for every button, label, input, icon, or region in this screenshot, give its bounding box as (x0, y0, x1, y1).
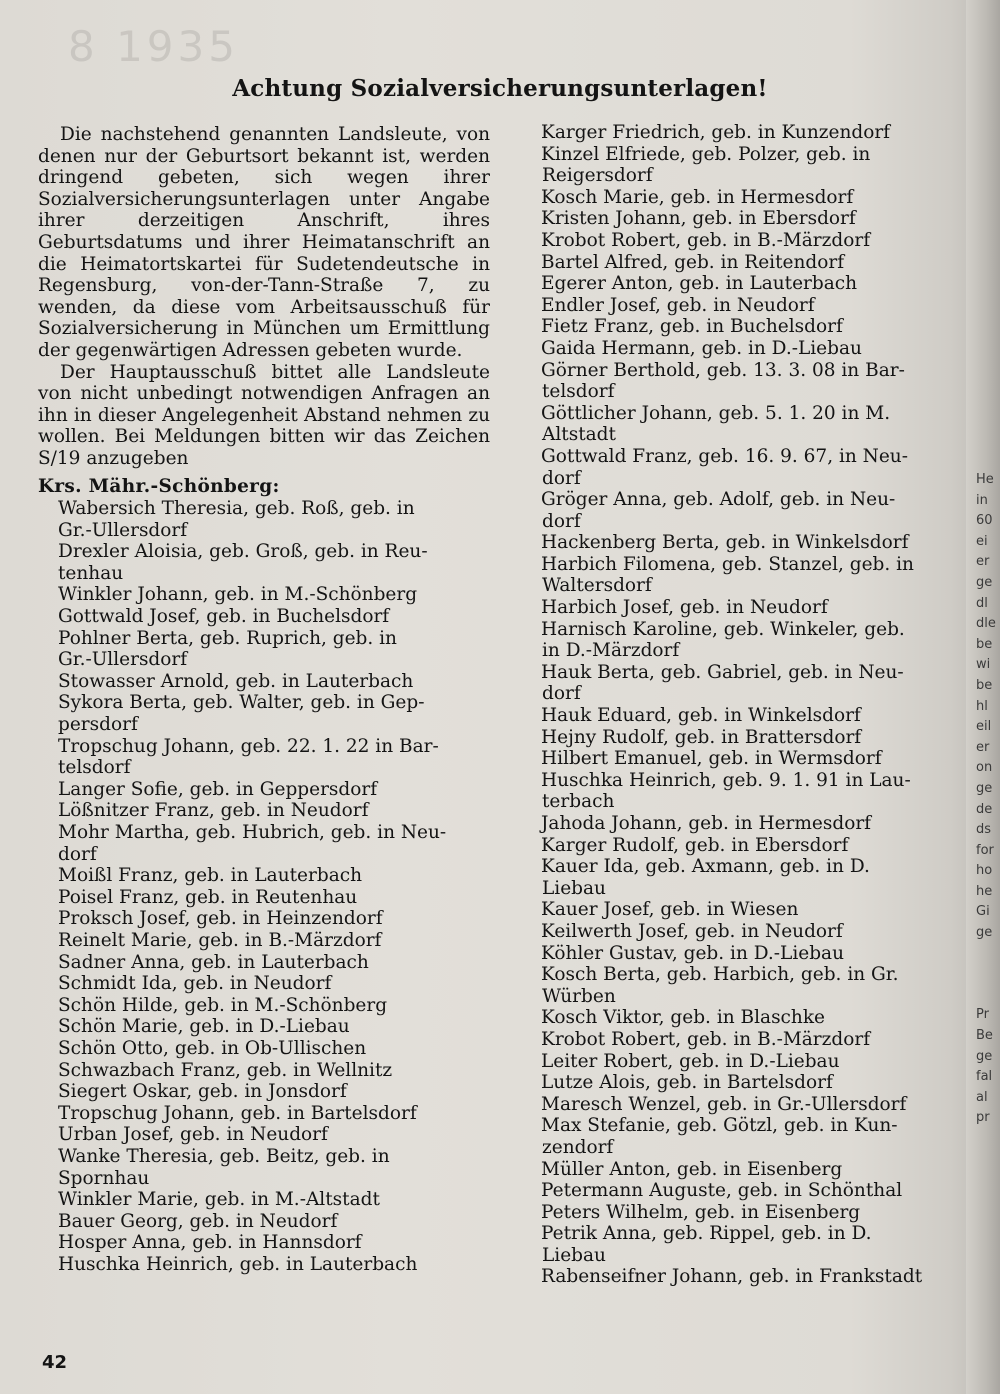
entry-continuation: terbach (542, 791, 615, 813)
entry-line: Bauer Georg, geb. in Neudorf (58, 1210, 338, 1232)
intro-paragraph-1: Die nachstehend genannten Landsleute, von denen nur der Geburtsort bekannt ist, werden dringend gebeten, sich wegen ihrer Sozialversicherungsunterlagen unter Angabe ihrer derzeitigen Anschrift, ihres Geburtsdatums und ihrer Heimatanschrift an die Heimatortskartei für Sudetendeutsche in Regensburg, von-der-Tann-Straße 7, zu wenden, da diese vom Arbeitsausschuß für Sozialversicherung in München um Ermittlung der gegenwärtigen Adressen gebeten wurde. (38, 124, 490, 361)
entry-line: Kosch Viktor, geb. in Blaschke (541, 1007, 825, 1029)
entry-continuation: Waltersdorf (542, 575, 652, 597)
edge-fragment: pr (976, 1110, 990, 1126)
list-item (543, 921, 963, 943)
entry-line: Endler Josef, geb. in Neudorf (541, 294, 815, 316)
edge-fragment: ge (976, 925, 993, 941)
edge-fragment: be (976, 636, 993, 652)
edge-fragment: ei (976, 533, 988, 549)
list-item (38, 736, 490, 779)
entry-line: Lutze Alois, geb. in Bartelsdorf (541, 1072, 833, 1094)
edge-fragment: He (976, 472, 994, 487)
list-item (38, 865, 490, 887)
entry-continuation: persdorf (58, 714, 138, 736)
edge-fragment: hl (976, 698, 988, 714)
list-item (38, 1016, 490, 1038)
entry-continuation: Würben (542, 985, 616, 1007)
entry-line: Karger Rudolf, geb. in Ebersdorf (541, 834, 849, 856)
entry-line: Wabersich Theresia, geb. Roß, geb. in (58, 498, 415, 520)
entry-line: Görner Berthold, geb. 13. 3. 08 in Bar- (541, 359, 905, 381)
right-entry-list (543, 122, 963, 1288)
edge-fragment: Be (976, 1028, 993, 1044)
entry-line: Sadner Anna, geb. in Lauterbach (58, 951, 369, 973)
entry-line: Leiter Robert, geb. in D.-Liebau (541, 1050, 840, 1072)
entry-line: Wanke Theresia, geb. Beitz, geb. in (58, 1145, 390, 1167)
list-item (543, 1007, 963, 1029)
edge-fragment: fal (976, 1069, 993, 1085)
entry-line: Maresch Wenzel, geb. in Gr.-Ullersdorf (541, 1093, 907, 1115)
edge-fragment (976, 985, 998, 1006)
entry-line: Hosper Anna, geb. in Hannsdorf (58, 1232, 362, 1254)
edge-fragment: eil (976, 719, 992, 735)
entry-line: Hejny Rudolf, geb. in Brattersdorf (541, 726, 862, 748)
list-item (543, 835, 963, 857)
entry-line: Tropschug Johann, geb. in Bartelsdorf (58, 1102, 417, 1124)
entry-line: Harnisch Karoline, geb. Winkeler, geb. (541, 618, 905, 640)
entry-continuation: dorf (542, 467, 581, 489)
list-item (38, 1211, 490, 1233)
list-item (543, 597, 963, 619)
entry-continuation: telsdorf (58, 757, 131, 779)
entry-continuation: Gr.-Ullersdorf (58, 519, 188, 541)
list-item (543, 295, 963, 317)
intro-paragraph-2: Der Hauptausschuß bittet alle Landsleute von nicht unbedingt notwendigen Anfragen an ihn in dieser Angelegenheit Abstand nehmen zu wollen. Bei Meldungen bitten wir das Zeichen S/19 anzugeben (38, 361, 490, 469)
list-item (543, 446, 963, 489)
entry-line: Krobot Robert, geb. in B.-Märzdorf (541, 1028, 871, 1050)
list-item (543, 1180, 963, 1202)
list-item (38, 779, 490, 801)
list-item (543, 1029, 963, 1051)
edge-fragment: be (976, 677, 993, 693)
list-item (543, 943, 963, 965)
list-item (543, 662, 963, 705)
entry-continuation: Spornhau (58, 1167, 150, 1189)
list-item (543, 403, 963, 446)
entry-line: Karger Friedrich, geb. in Kunzendorf (541, 122, 891, 143)
entry-line: Göttlicher Johann, geb. 5. 1. 20 in M. (541, 402, 891, 424)
list-item (543, 1266, 963, 1288)
list-item (543, 619, 963, 662)
entry-line: Schön Hilde, geb. in M.-Schönberg (58, 994, 388, 1016)
list-item (38, 541, 490, 584)
list-item (543, 1223, 963, 1266)
entry-line: Drexler Aloisia, geb. Groß, geb. in Reu- (58, 541, 428, 563)
entry-line: Mohr Martha, geb. Hubrich, geb. in Neu- (58, 822, 447, 843)
list-item (38, 952, 490, 974)
page-number: 42 (42, 1352, 68, 1373)
list-item (543, 144, 963, 187)
entry-continuation: dorf (58, 843, 97, 865)
left-entry-list (38, 498, 490, 1275)
entry-line: Gottwald Josef, geb. in Buchelsdorf (58, 606, 390, 628)
entry-line: Langer Sofie, geb. in Geppersdorf (58, 778, 378, 800)
list-item (543, 727, 963, 749)
entry-line: Peters Wilhelm, geb. in Eisenberg (541, 1201, 861, 1223)
list-item (543, 316, 963, 338)
entry-line: Harbich Filomena, geb. Stanzel, geb. in (541, 553, 914, 575)
list-item (543, 899, 963, 921)
edge-fragment: on (976, 760, 993, 776)
list-item (38, 887, 490, 909)
list-item (38, 995, 490, 1017)
list-item (38, 1038, 490, 1060)
entry-continuation: Liebau (542, 1244, 606, 1266)
list-item (38, 1254, 490, 1276)
edge-fragment: dl (976, 595, 988, 611)
edge-fragment: for (976, 842, 994, 858)
entry-continuation: Altstadt (542, 424, 616, 446)
edge-fragment: wi (976, 657, 991, 673)
entry-continuation: dorf (542, 510, 581, 532)
list-item (38, 606, 490, 628)
list-item (543, 1115, 963, 1158)
edge-fragment: de (976, 801, 993, 817)
adjacent-page-fragments (976, 470, 998, 1129)
list-item (38, 1060, 490, 1082)
entry-continuation: Gr.-Ullersdorf (58, 649, 188, 671)
entry-line: Winkler Marie, geb. in M.-Altstadt (58, 1189, 380, 1211)
entry-line: Kosch Berta, geb. Harbich, geb. in Gr. (541, 964, 899, 986)
entry-line: Tropschug Johann, geb. 22. 1. 22 in Bar- (58, 735, 439, 757)
list-item (543, 1159, 963, 1181)
edge-fragment: Pr (976, 1007, 989, 1023)
entry-line: Poisel Franz, geb. in Reutenhau (58, 886, 358, 908)
entry-line: Kosch Marie, geb. in Hermesdorf (541, 186, 854, 208)
list-item (38, 973, 490, 995)
entry-continuation: tenhau (58, 562, 124, 584)
list-item (543, 1202, 963, 1224)
entry-line: Gottwald Franz, geb. 16. 9. 67, in Neu- (541, 445, 908, 467)
entry-line: Winkler Johann, geb. in M.-Schönberg (58, 584, 418, 606)
entry-continuation: Reigersdorf (542, 165, 653, 187)
entry-line: Kauer Ida, geb. Axmann, geb. in D. (541, 856, 870, 878)
edge-fragment: ho (976, 863, 993, 879)
edge-fragment: ds (976, 822, 992, 838)
edge-fragment: he (976, 883, 993, 899)
entry-line: Lößnitzer Franz, geb. in Neudorf (58, 800, 369, 822)
right-column (543, 122, 963, 1288)
list-item (543, 230, 963, 252)
edge-fragment: ge (976, 574, 993, 590)
edge-fragment: er (976, 739, 990, 755)
entry-line: Köhler Gustav, geb. in D.-Liebau (541, 942, 844, 964)
entry-line: Egerer Anton, geb. in Lauterbach (541, 273, 858, 295)
list-item (38, 628, 490, 671)
list-item (543, 360, 963, 403)
entry-line: Sykora Berta, geb. Walter, geb. in Gep- (58, 692, 425, 714)
entry-line: Petrik Anna, geb. Rippel, geb. in D. (541, 1223, 872, 1245)
list-item (38, 1103, 490, 1125)
list-item (543, 1051, 963, 1073)
entry-line: Moißl Franz, geb. in Lauterbach (58, 865, 362, 887)
entry-line: Krobot Robert, geb. in B.-Märzdorf (541, 229, 871, 251)
entry-line: Max Stefanie, geb. Götzl, geb. in Kun- (541, 1115, 898, 1137)
list-item (543, 489, 963, 532)
entry-line: Gröger Anna, geb. Adolf, geb. in Neu- (541, 489, 896, 511)
list-item (543, 532, 963, 554)
entry-continuation: in D.-Märzdorf (542, 640, 680, 662)
list-item (38, 1081, 490, 1103)
entry-line: Harbich Josef, geb. in Neudorf (541, 597, 828, 619)
list-item (38, 1124, 490, 1146)
entry-line: Hilbert Emanuel, geb. in Wermsdorf (541, 748, 882, 770)
list-item (543, 273, 963, 295)
bleed-through-text: 8 1935 (68, 22, 239, 71)
section-heading: Krs. Mähr.-Schönberg: (38, 475, 280, 497)
edge-fragment: ge (976, 1048, 993, 1064)
list-item (543, 748, 963, 770)
entry-line: Bartel Alfred, geb. in Reitendorf (541, 251, 845, 273)
list-item (38, 584, 490, 606)
edge-fragment: al (976, 1089, 988, 1105)
entry-line: Müller Anton, geb. in Eisenberg (541, 1158, 843, 1180)
list-item (543, 813, 963, 835)
list-item (543, 187, 963, 209)
entry-line: Jahoda Johann, geb. in Hermesdorf (541, 813, 872, 834)
list-item (38, 671, 490, 693)
entry-line: Huschka Heinrich, geb. in Lauterbach (58, 1253, 418, 1275)
edge-fragment: dle (976, 616, 996, 632)
edge-fragment (976, 964, 998, 985)
entry-line: Kinzel Elfriede, geb. Polzer, geb. in (541, 143, 871, 165)
edge-fragment: 60 (976, 513, 993, 529)
entry-line: Rabenseifner Johann, geb. in Frankstadt (541, 1266, 923, 1288)
entry-line: Petermann Auguste, geb. in Schönthal (541, 1180, 903, 1202)
entry-line: Schön Otto, geb. in Ob-Ullischen (58, 1037, 367, 1059)
entry-line: Huschka Heinrich, geb. 9. 1. 91 in Lau- (541, 769, 911, 791)
entry-line: Keilwerth Josef, geb. in Neudorf (541, 920, 843, 942)
entry-line: Fietz Franz, geb. in Buchelsdorf (541, 316, 843, 338)
list-item (38, 498, 490, 541)
entry-continuation: Liebau (542, 877, 606, 899)
list-item (38, 692, 490, 735)
entry-line: Hackenberg Berta, geb. in Winkelsdorf (541, 532, 909, 554)
list-item (38, 908, 490, 930)
entry-line: Schmidt Ida, geb. in Neudorf (58, 973, 332, 995)
list-item (543, 338, 963, 360)
edge-fragment: in (976, 492, 988, 508)
entry-line: Hauk Eduard, geb. in Winkelsdorf (541, 705, 861, 727)
list-item (543, 856, 963, 899)
page-title: Achtung Sozialversicherungsunterlagen! (232, 75, 768, 102)
list-item (543, 208, 963, 230)
list-item (38, 1232, 490, 1254)
list-item (543, 252, 963, 274)
list-item (543, 964, 963, 1007)
entry-continuation: telsdorf (542, 381, 615, 403)
entry-line: Siegert Oskar, geb. in Jonsdorf (58, 1081, 347, 1103)
intro-text (38, 124, 490, 470)
entry-line: Hauk Berta, geb. Gabriel, geb. in Neu- (541, 661, 904, 683)
entry-line: Schön Marie, geb. in D.-Liebau (58, 1016, 350, 1038)
list-item (543, 122, 963, 144)
list-item (543, 705, 963, 727)
edge-fragment: Gi (976, 904, 990, 920)
list-item (38, 800, 490, 822)
edge-fragment: ge (976, 780, 993, 796)
list-item (543, 554, 963, 597)
list-item (38, 930, 490, 952)
list-item (38, 822, 490, 865)
list-item (543, 770, 963, 813)
list-item (38, 1146, 490, 1189)
entry-line: Kauer Josef, geb. in Wiesen (541, 899, 799, 921)
entry-line: Proksch Josef, geb. in Heinzendorf (58, 908, 383, 930)
left-column (38, 124, 490, 1275)
list-item (543, 1094, 963, 1116)
entry-line: Reinelt Marie, geb. in B.-Märzdorf (58, 929, 382, 951)
entry-continuation: zendorf (542, 1136, 614, 1158)
list-item (38, 1189, 490, 1211)
entry-line: Urban Josef, geb. in Neudorf (58, 1124, 328, 1146)
entry-line: Gaida Hermann, geb. in D.-Liebau (541, 337, 862, 359)
entry-line: Kristen Johann, geb. in Ebersdorf (541, 208, 856, 230)
list-item (543, 1072, 963, 1094)
edge-fragment (976, 944, 998, 965)
entry-continuation: dorf (542, 683, 581, 705)
entry-line: Pohlner Berta, geb. Ruprich, geb. in (58, 627, 397, 649)
entry-line: Stowasser Arnold, geb. in Lauterbach (58, 670, 414, 692)
edge-fragment: er (976, 554, 990, 570)
entry-line: Schwazbach Franz, geb. in Wellnitz (58, 1059, 393, 1081)
